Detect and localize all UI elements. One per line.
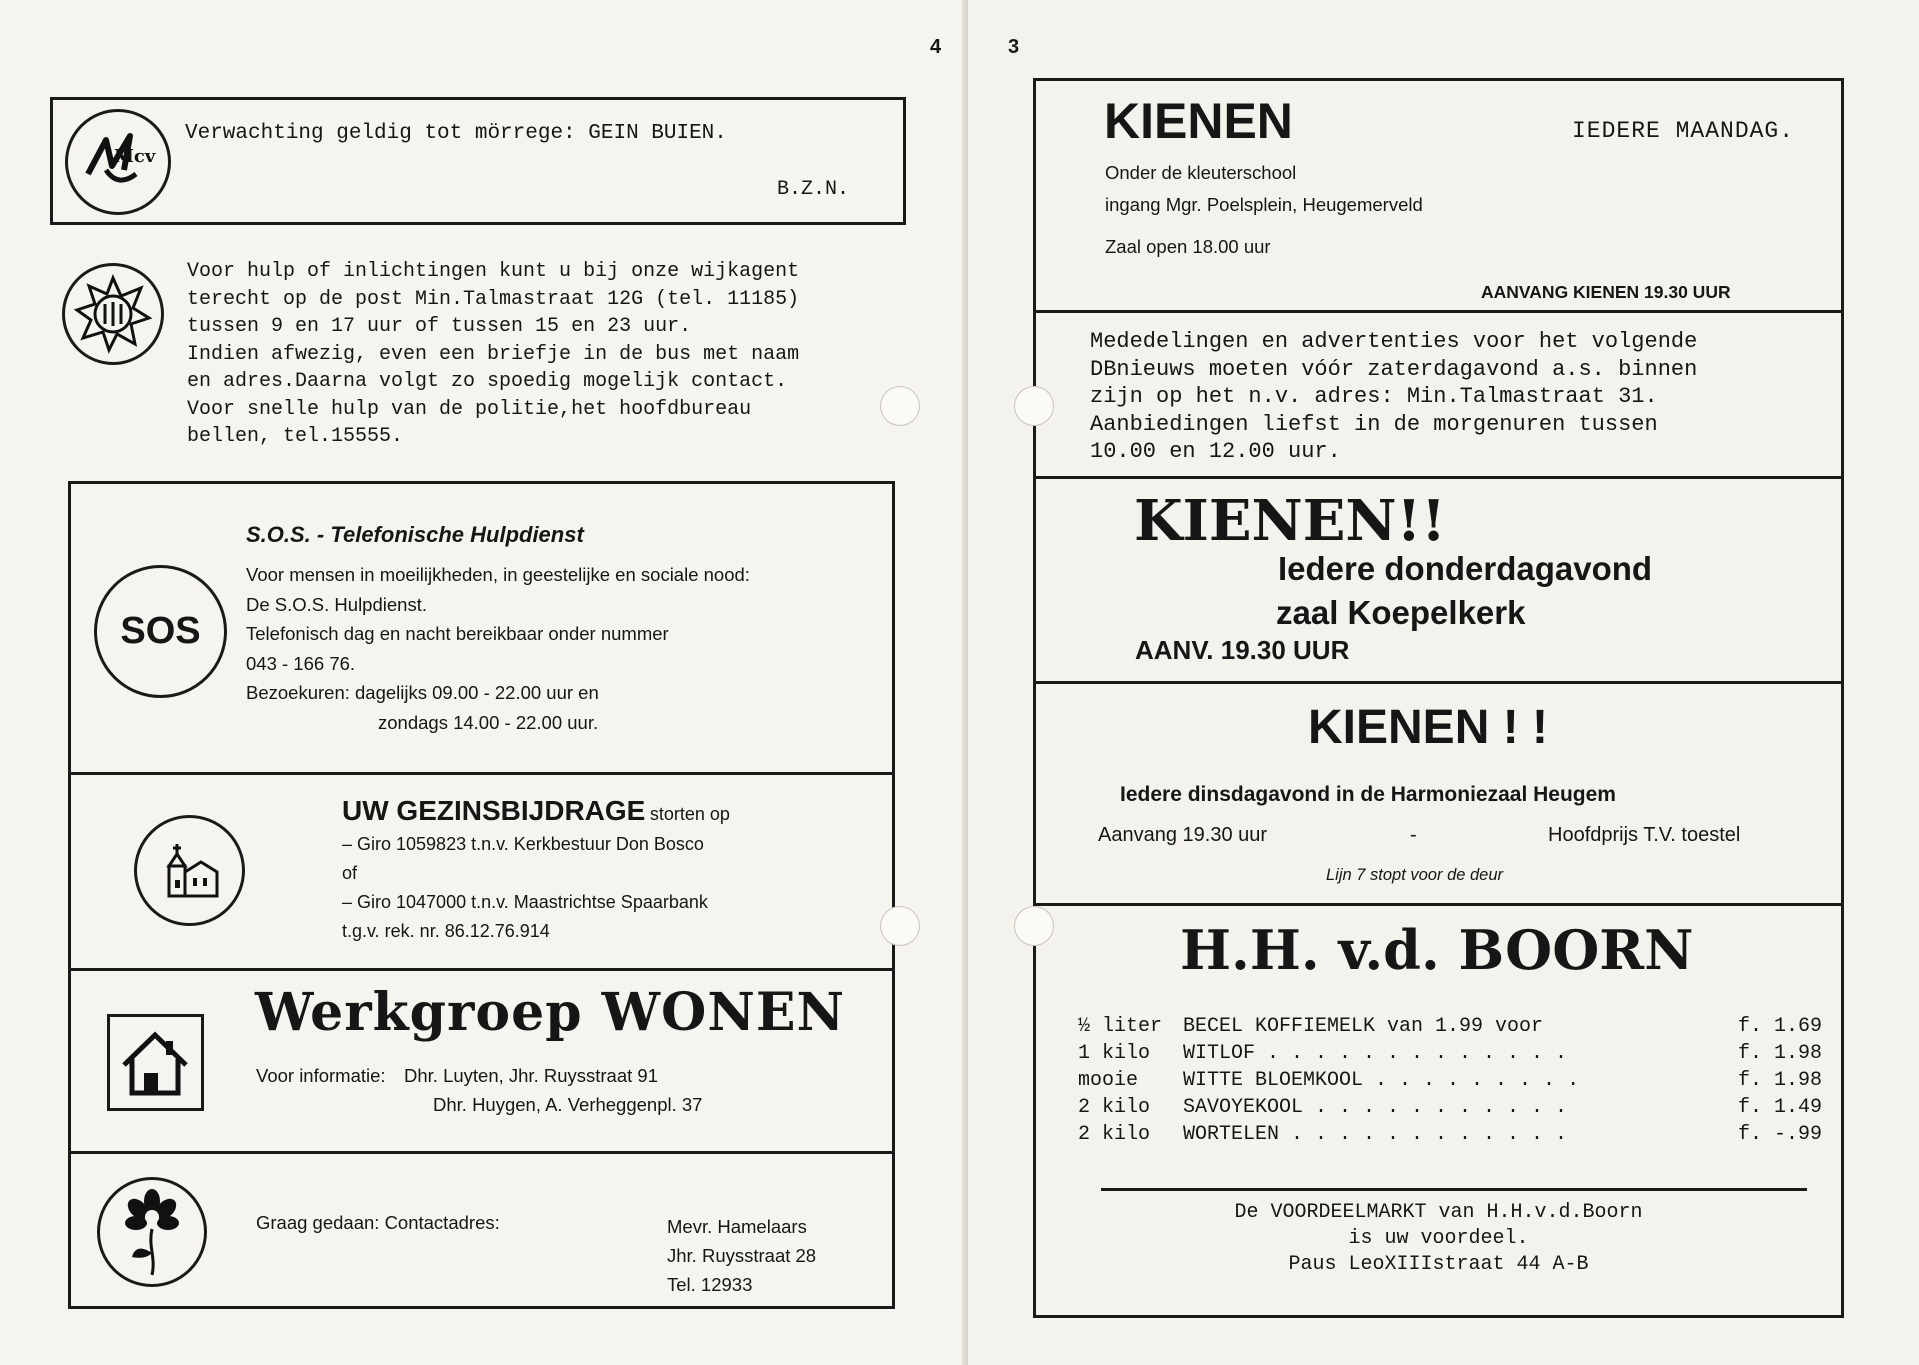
weather-logo-icon <box>65 109 171 215</box>
weather-signature: B.Z.N. <box>777 178 850 201</box>
boorn-footer-line: De VOORDEELMARKT van H.H.v.d.Boorn <box>1234 1201 1643 1224</box>
kienen-monday-when: IEDERE MAANDAG. <box>1572 118 1795 144</box>
notice-line: Aanbiedingen liefst in de morgenuren tussen <box>1090 411 1658 437</box>
offer-row <box>1078 1013 1822 1040</box>
kienen-monday-start: AANVANG KIENEN 19.30 UUR <box>1481 282 1731 302</box>
kienen-tuesday-line: Iedere dinsdagavond in de Harmoniezaal Heugem <box>1120 783 1616 806</box>
sos-line: zondags 14.00 - 22.00 uur. <box>378 711 599 733</box>
offer-qty: ½ liter <box>1078 1015 1163 1038</box>
offer-name: SAVOYEKOOL . . . . . . . . . . . <box>1183 1096 1568 1119</box>
police-line: bellen, tel.15555. <box>187 425 404 448</box>
page-number-left: 4 <box>930 36 942 58</box>
kienen-monday-line: Onder de kleuterschool <box>1105 162 1297 183</box>
kienen-thursday-line: zaal Koepelkerk <box>1276 594 1526 631</box>
notice-line: 10.00 en 12.00 uur. <box>1090 439 1341 464</box>
contact-line: Mevr. Hamelaars <box>667 1216 807 1237</box>
giro-line: t.g.v. rek. nr. 86.12.76.914 <box>342 921 550 941</box>
police-info <box>187 258 799 451</box>
punch-hole <box>1014 906 1054 946</box>
punch-hole <box>1014 386 1054 426</box>
sos-logo-text: SOS <box>120 610 201 652</box>
divider <box>68 772 895 775</box>
svg-text:Mcv: Mcv <box>114 146 156 167</box>
kienen-monday-title: KIENEN <box>1104 93 1293 149</box>
giro-line: – Giro 1059823 t.n.v. Kerkbestuur Don Bosco <box>342 834 704 854</box>
boorn-rule <box>1101 1188 1807 1191</box>
offer-row <box>1078 1040 1822 1067</box>
weather-text: Verwachting geldig tot mörrege: GEIN BUIEN. <box>185 122 727 145</box>
kienen-tuesday-bus: Lijn 7 stopt voor de deur <box>1326 866 1504 884</box>
offer-price: f. 1.69 <box>1738 1015 1823 1038</box>
offer-row <box>1078 1094 1822 1121</box>
police-line: Voor hulp of inlichtingen kunt u bij onze wijkagent <box>187 260 800 283</box>
offer-qty: 2 kilo <box>1078 1123 1151 1146</box>
boorn-offers <box>1078 1013 1822 1148</box>
punch-hole <box>880 906 920 946</box>
punch-hole <box>880 386 920 426</box>
police-line: terecht op de post Min.Talmastraat 12G (tel. 11185) <box>187 287 800 311</box>
offer-name: WITTE BLOEMKOOL . . . . . . . . . <box>1183 1069 1580 1092</box>
offer-row <box>1078 1067 1822 1094</box>
divider <box>1033 476 1844 479</box>
boorn-title: H.H. v.d. BOORN <box>1180 918 1694 982</box>
divider <box>68 1151 895 1154</box>
wonen-info-label: Voor informatie: <box>256 1065 386 1086</box>
offer-row <box>1078 1121 1822 1148</box>
giro-line: of <box>342 863 358 883</box>
offer-price: f. -.99 <box>1738 1123 1823 1146</box>
wonen-contact: Dhr. Luyten, Jhr. Ruysstraat 91 <box>404 1065 658 1086</box>
offer-qty: 1 kilo <box>1078 1042 1151 1065</box>
sos-info <box>246 560 750 737</box>
notice-line: DBnieuws moeten vóór zaterdagavond a.s. binnen <box>1090 356 1698 382</box>
wonen-title: Werkgroep WONEN <box>255 982 846 1043</box>
contact-line: Tel. 12933 <box>667 1274 753 1295</box>
police-line: Voor snelle hulp van de politie,het hoofdbureau <box>187 397 752 421</box>
divider <box>1033 310 1844 313</box>
offer-qty: 2 kilo <box>1078 1096 1151 1119</box>
kienen-thursday-line: Iedere donderdagavond <box>1278 550 1653 587</box>
police-line: tussen 9 en 17 uur of tussen 15 en 23 uur. <box>187 315 692 338</box>
kienen-monday-line: ingang Mgr. Poelsplein, Heugemerveld <box>1105 194 1423 215</box>
offer-qty: mooie <box>1078 1069 1139 1092</box>
sos-logo-icon <box>94 565 227 698</box>
notice-line: Mededelingen en advertenties voor het volgende <box>1090 329 1698 354</box>
sos-line: Bezoekuren: dagelijks 09.00 - 22.00 uur en <box>246 682 599 703</box>
divider <box>1033 681 1844 684</box>
weather-box <box>50 97 906 225</box>
offer-name: BECEL KOFFIEMELK van 1.99 voor <box>1183 1015 1544 1038</box>
kienen-thursday-start: AANV. 19.30 UUR <box>1135 635 1350 665</box>
giro-line: – Giro 1047000 t.n.v. Maastrichtse Spaarbank <box>342 892 708 912</box>
kienen-monday-open: Zaal open 18.00 uur <box>1105 236 1271 257</box>
sos-title: S.O.S. - Telefonische Hulpdienst <box>246 522 584 547</box>
gezinsbijdrage-suffix: storten op <box>649 804 730 824</box>
right-page <box>968 0 1919 1365</box>
offer-price: f. 1.98 <box>1738 1069 1823 1092</box>
contact-line: Jhr. Ruysstraat 28 <box>667 1245 817 1266</box>
boorn-footer-line: is uw voordeel. <box>1348 1227 1529 1250</box>
offer-price: f. 1.98 <box>1738 1042 1823 1065</box>
offer-name: WITLOF . . . . . . . . . . . . . <box>1183 1042 1568 1065</box>
divider <box>68 968 895 971</box>
police-line: en adres.Daarna volgt zo spoedig mogelijk contact. <box>187 370 788 393</box>
gezinsbijdrage-title <box>342 795 730 827</box>
sos-line: Telefonisch dag en nacht bereikbaar onder nummer <box>246 623 669 644</box>
sos-line: 043 - 166 76. <box>246 652 356 674</box>
offer-price: f. 1.49 <box>1738 1096 1823 1119</box>
sos-line: Voor mensen in moeilijkheden, in geestelijke en sociale nood: <box>246 564 750 585</box>
divider <box>1033 903 1844 906</box>
notice-line: zijn op het n.v. adres: Min.Talmastraat 31. <box>1090 384 1658 409</box>
kienen-tuesday-prize: Hoofdprijs T.V. toestel <box>1548 824 1741 846</box>
kienen-tuesday-dash: - <box>1410 824 1417 846</box>
gezinsbijdrage-info <box>342 830 708 946</box>
police-logo-icon <box>62 263 164 365</box>
kienen-tuesday-start: Aanvang 19.30 uur <box>1098 824 1268 846</box>
police-line: Indien afwezig, even een briefje in de bus met naam <box>187 342 800 366</box>
church-logo-icon <box>134 815 245 926</box>
wonen-contact: Dhr. Huygen, A. Verheggenpl. 37 <box>433 1094 703 1115</box>
house-logo-icon <box>107 1014 204 1111</box>
contact-label: Graag gedaan: Contactadres: <box>256 1212 500 1233</box>
kienen-tuesday-title: KIENEN ! ! <box>1308 701 1548 754</box>
gezinsbijdrage-heading: UW GEZINSBIJDRAGE <box>342 795 646 826</box>
sos-line: De S.O.S. Hulpdienst. <box>246 593 427 615</box>
offer-name: WORTELEN . . . . . . . . . . . . <box>1183 1123 1568 1146</box>
boorn-footer <box>1033 1200 1844 1278</box>
deadline-notice <box>1090 328 1697 466</box>
page-number-right: 3 <box>1008 36 1020 58</box>
contact-address <box>667 1212 816 1299</box>
kienen-thursday-title: KIENEN!! <box>1134 488 1446 554</box>
boorn-footer-line: Paus LeoXIIIstraat 44 A-B <box>1288 1253 1589 1276</box>
flower-logo-icon <box>97 1177 207 1287</box>
